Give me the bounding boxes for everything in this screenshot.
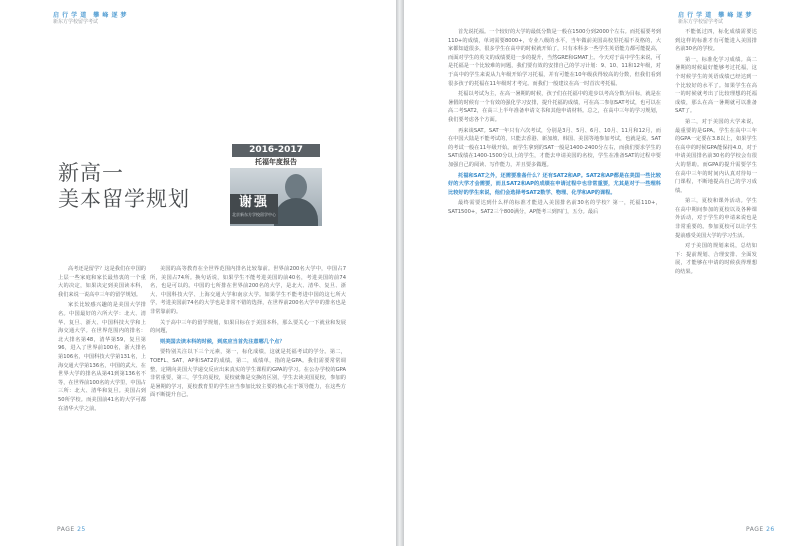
paragraph: 首先说托福。一个较好的大学的最低分数是一般在1500分到2000个左右。而托福要考到110+的成绩，单词需要8000+，专业八级的水平，当年做前美国高校里托福不及格的，大家都知道很多，很多学生在高中的时候就开始了，只有本科多一些学生英语能力都可能提高，而面对学生的英文的成绩要进一步的提升，当然GRE和GMAT上。今天对于高中学生来说，可是托福是一个比较难的问题，我们要有效的安排自己的学习计划：9、10、11和12年级，对于高中的学生来说从九年级开始学习托福，并有可能在10年级获得较高的分数，但我们看到很多孩子的托福在11年级时才考完。而我们一般建议在高一时首次考托福。 [448,29,661,87]
paragraph: 不能低过四，标化成绩需要达到这样的标准才有可能进入美国排名前30名的学校。 [675,29,757,53]
logo-subtitle: 新东方学校留学考试 [678,19,724,25]
paragraph: 托福以考试为主，在高一暑期的时候，孩子们在托福中的进步以考高分数为目标，就是在暑假的时候有一个有效的强化学习安排，提升托福的成绩，可在高二参加SAT考试，也可以在高二考SAT2，在高三上半年准备申请文书和其他申请材料。总之，在高中三年的学习规划，我们要考虑各个方面。 [448,91,661,123]
right-column-2 [675,28,757,279]
portrait-body [274,198,318,226]
paragraph: 要特别关注以下三个元素，第一，标化成绩，这就是托福考试的学分。第二，TOEFL、SAT、AP和SAT2的成绩。第二，成绩单，指的是GPA。我们需要常常调整，定期向美国大学递交反应出来真实的学生课程的GPA的学习。在公办学校的GPA非常重要，第三，学生的夏校，夏校就像是交换的区别，学生去读美国夏校，参加的是暑期的学习，夏校教育里的学生应当参加比较主要的核心在于领导能力，在这些方面不断提升自己。 [150,349,346,399]
year-badge: 2016-2017 [232,144,320,157]
author-org: 北京新东方学校留学中心 [232,212,276,217]
paragraph: 再来谈SAT。SAT一年只有六次考试，分别是3月、5月、6月、10月、11月和12月，而在中国大陆是不能考试的，只能去香港、新加坡、韩国、美国等地参加考试，也就是说，SAT的考试一般在11年级开始。而学生拿到的SAT一般是1400-2400分左右，而我们要求学生的SAT成绩在1400-1500分以上的学生，才能去申请美国的名校，学生在准备SAT的过程中要加强自己的阅读、写作能力，并且要多做题。 [448,127,661,168]
page-label: PAGE [57,526,75,533]
left-column-1 [58,265,146,415]
paragraph: 对于美国的规划来说，总结如下：提前规划、合理安排、全面发展，才能够在申请的时候获得理想的结果。 [675,243,757,276]
left-column-2 [150,265,346,402]
left-page [0,0,396,546]
right-column-1 [448,28,661,218]
page-number-left [57,526,86,533]
page-gutter [396,0,404,546]
paragraph: 高考还是留学？这是我们在中国的上层一些家庭和家长最热衷的一个重大的决定，如果决定到美国读本科，我们来说一说高中三年的留学规划。 [58,266,146,298]
portrait-head [285,174,307,200]
header-logo-right [678,12,752,26]
highlight-paragraph: 托福和SAT之外，还需要准备什么？还有SAT2和AP。SAT2和AP都是在美国一些比较好的大学才会需要，而且SAT2和AP的成绩在申请过程中也非常重要，尤其是对于一些理科比较好的学生来说，他们会选择考SAT2数学、物理、化学和AP的课程。 [448,172,661,196]
author-name: 谢强 [238,195,269,210]
page-number: 25 [77,526,86,533]
paragraph: 关于高中三年的留学规划，如果目标在于美国本科，那么要关心一下就业和发展的问题， [150,319,346,335]
report-title: 托福年度报告 [255,158,297,166]
page-label: PAGE [746,526,764,533]
logo-title: 启 行 学 道 攀 峰 逐 梦 [53,12,128,19]
paragraph: 第三，夏校和课外活动。学生在高中期间参加的夏校以及各种课外活动，对于学生的申请来说也是非常重要的。参加夏校可以让学生提前感受美国大学的学习生活。 [675,198,757,239]
highlight-question: 则美国去读本科的时候，到底应当首先注意哪几个点？ [160,338,285,345]
title-line-2: 美本留学规划 [58,187,190,211]
paragraph: 第一，标准化学习成绩。高二暑期的时候最好能够考过托福，这个时候学生的英语成绩已经达到一个比较好的水平了。如果学生在高一的时候就考出了比较理想的托福成绩，那么在高一暑期就可以准备SAT了。 [675,56,757,115]
page-number: 26 [766,526,775,533]
page-number-right [746,526,775,533]
logo-title: 启 行 学 道 攀 峰 逐 梦 [678,12,753,19]
right-page [404,0,800,546]
paragraph: 美国的高等教育在全世界范围内排名比较靠前。世界前200名大学中，中国占7所，美国占74所。换句话说，如果学生不能考进美国的前40名，考进美国的前74名，也是可以的。中国的七所排在世界前200名的大学，是北大、清华、复旦、浙大、中国科技大学、上海交通大学和南京大学。如果学生不能考进中国的这七所大学，考进美国前74名的大学也是非常不错的选择，在世界前200名大学中的排名也是非常靠前的。 [150,266,346,315]
paragraph: 最终需要达到什么样的标准才能进入美国排名前30名的学校？第一，托福110+，SAT1500+，SAT2三个800满分，AP能考三到四门，五分。最后 [448,200,661,215]
logo-subtitle: 新东方学校留学考试 [53,19,99,25]
paragraph: 第二，对于美国的大学来说，最重要的是GPA。学生在高中三年的GPA一定要在3.8以上，如果学生在高中的时候GPA能保持4.0，对于申请美国排名前30名的学校会有很大的帮助。而GPA的提升需要学生在高中三年的时间内认真对待每一门课程，不断地提高自己的学习成绩。 [675,118,757,194]
paragraph: 家长比较感兴趣的是美国大学排名。中国最好的六所大学：北大、清华、复旦、浙大、中国科技大学和上海交通大学。在世界范围内的排名：北大排名第48，清华第59，复旦第96，进入了世界前100名，浙大排名第106名，中国科技大学第131名，上海交通大学第136名，中国的武大、在世界大学的排名从第41到第136名不等，在世界前100名的大学里，中国占三所：北大、清华和复旦。美国占到50所学校。而美国前41名的大学可都在清华大学之前。 [58,302,146,412]
author-name-box [230,194,278,224]
header-logo-left [53,12,127,26]
article-title [58,160,190,212]
title-line-1: 新高一 [58,161,124,185]
